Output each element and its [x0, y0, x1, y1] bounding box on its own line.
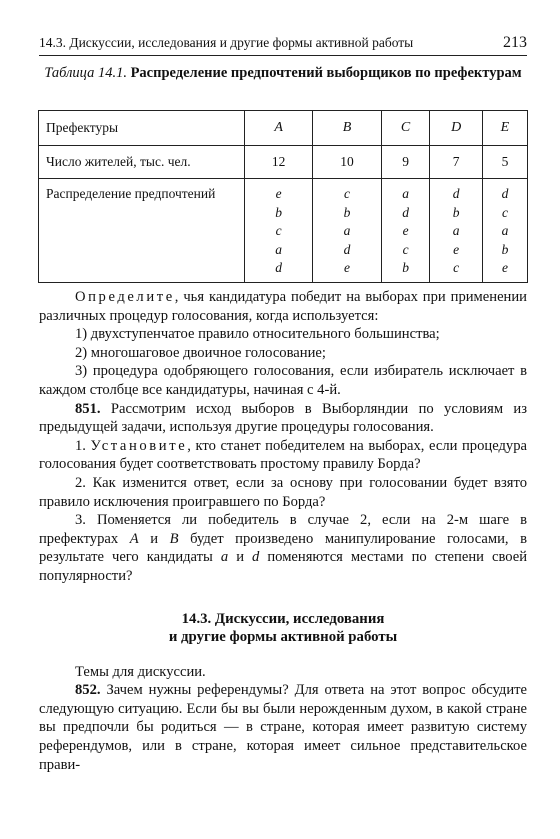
paragraph-text: , чья кандидатура победит на выборах при применении различных процедур голосования, когда используется:: [39, 289, 527, 324]
table-cell: 10: [313, 146, 381, 179]
paragraph-text: Рассмотрим исход выборов в Выборляндии по условиям из предыдущей задачи, используя другие процедуры голосования.: [39, 400, 527, 436]
column-header: C: [381, 111, 430, 146]
table-cell: b: [402, 260, 409, 275]
table-cell: a: [452, 223, 460, 238]
table-caption-title: Распределение предпочтений выборщиков по префектурам: [130, 65, 522, 81]
table-cell: d: [452, 186, 460, 201]
table-cell: e: [402, 223, 409, 238]
table-cell: d: [402, 204, 409, 220]
table-caption: [39, 64, 527, 82]
table-cell: a: [343, 223, 351, 238]
table-cell: d: [275, 260, 283, 275]
table-caption-label: Таблица 14.1.: [44, 65, 127, 81]
paragraph: 1) двухступенчатое правило относительного большинства;: [75, 326, 440, 343]
table-cell: c: [402, 241, 409, 257]
table-cell: c: [453, 260, 460, 275]
table-cell: e: [501, 260, 508, 275]
table-cell: b: [343, 204, 351, 220]
spaced-word: Установите: [90, 437, 188, 454]
math-var: d: [252, 549, 260, 566]
math-var: a: [220, 549, 229, 566]
table-cell: c: [275, 223, 282, 238]
paragraph: 2. Как изменится ответ, если за основу при голосовании будет взято правило исключения проигравшего по Борда?: [39, 474, 527, 510]
preference-column-a: [245, 179, 313, 283]
spaced-word: Определите: [75, 289, 175, 305]
column-header: D: [430, 111, 482, 146]
preferences-table: [38, 110, 528, 283]
table-cell: e: [344, 260, 351, 275]
paragraph: [39, 400, 527, 437]
column-header: E: [482, 111, 527, 146]
paragraph: Темы для дискуссии.: [75, 663, 206, 680]
running-head-title: 14.3. Дискуссии, исследования и другие формы активной работы: [39, 35, 414, 50]
table-cell: d: [501, 186, 509, 201]
table-row-preferences: [39, 179, 528, 283]
table-cell: 5: [482, 146, 527, 179]
table-cell: c: [501, 204, 508, 220]
table-cell: 12: [245, 146, 313, 179]
table-cell: e: [275, 186, 282, 201]
paragraph: 3) процедура одобряющего голосования, если избиратель исключает в каждом столбце все кандидатуры, начиная с 4-й.: [39, 363, 527, 398]
paragraph-text: поменяются местами по степени своей популярности?: [39, 549, 527, 584]
table-row-residents: [39, 146, 528, 179]
preference-column-c: [381, 179, 430, 283]
table-cell: 9: [381, 146, 430, 179]
table-cell: c: [344, 186, 351, 201]
math-var: A: [129, 530, 139, 547]
table-cell: b: [501, 241, 509, 257]
header-rule: [39, 55, 527, 56]
paragraph-text: 3. Поменяется ли победитель в случае 2, если на 2-м шаге в префектурах: [39, 512, 527, 547]
table-cell: b: [275, 204, 283, 220]
problem-number: 852.: [75, 682, 101, 699]
running-head: [39, 34, 527, 52]
table-header-row: [39, 111, 528, 146]
body-text: [39, 288, 527, 774]
paragraph: [39, 288, 527, 325]
table-cell: b: [452, 204, 460, 220]
paragraph-text: Зачем нужны референдумы? Для ответа на этот вопрос обсудите следующую ситуацию. Если бы вы были нерожденным духом, в какой стране вы предпочли бы родиться — в стране, которая имеет развитую систему референдумов, или в стране, которая имеет сильное представительское прави-: [39, 682, 527, 773]
paragraph: [39, 681, 527, 774]
table-cell: a: [402, 186, 409, 201]
preference-column-b: [313, 179, 381, 283]
section-heading-line: 14.3. Дискуссии, исследования: [181, 610, 385, 627]
item-prefix: 1.: [75, 437, 91, 454]
table-cell: a: [275, 241, 283, 257]
residents-label: Число жителей, тыс. чел.: [39, 146, 245, 179]
paragraph-text: будет произведено манипулирование голосами, в результате чего кандидаты: [39, 530, 528, 566]
paragraph-text: и: [138, 530, 170, 547]
paragraph-text: и: [228, 549, 253, 566]
row-header-label: Префектуры: [39, 111, 245, 146]
preference-column-d: [430, 179, 482, 283]
column-header: A: [245, 111, 313, 146]
column-header: B: [313, 111, 381, 146]
paragraph: 2) многошаговое двоичное голосование;: [75, 344, 326, 361]
math-var: B: [169, 530, 179, 547]
paragraph-text: , кто станет победителем на выборах, если процедура голосования будет соответствовать простому правилу Борда?: [39, 437, 527, 473]
preference-column-e: [482, 179, 527, 283]
preferences-label: Распределение предпочтений: [39, 179, 245, 283]
page-number: 213: [503, 34, 527, 51]
table-cell: 7: [430, 146, 482, 179]
paragraph: [39, 437, 527, 474]
paragraph: [39, 511, 527, 585]
section-heading-line: и другие формы активной работы: [168, 629, 398, 646]
table-cell: a: [501, 223, 509, 238]
table-cell: e: [453, 241, 460, 257]
section-heading: [39, 610, 527, 647]
problem-number: 851.: [75, 400, 101, 417]
table-cell: d: [343, 241, 351, 257]
